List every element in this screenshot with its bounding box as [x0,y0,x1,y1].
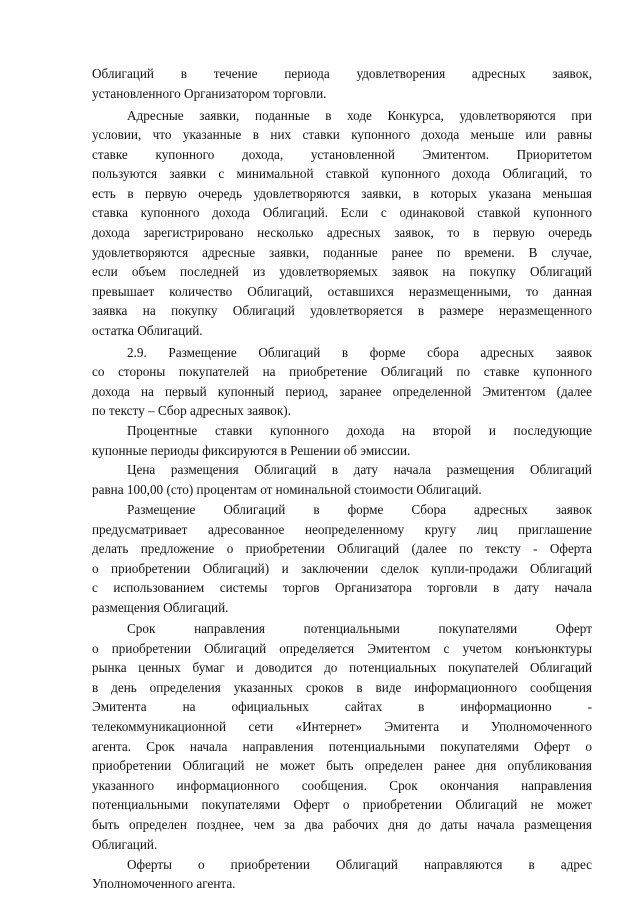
text-line: Облигаций. [92,837,158,852]
text-line: Оферты о приобретении Облигаций направляются в адрес [127,857,592,872]
text-line: агента. Срок начала направления потенциальными покупателями Оферт о [92,739,592,754]
text-line: Уполномоченного агента. [92,876,236,891]
text-line: по тексту – Сбор адресных заявок). [92,403,291,418]
section-heading: 2.9. Размещение Облигаций в форме сбора адресных заявок [127,345,592,360]
text-line: Облигаций в течение периода удовлетворения адресных заявок, [92,66,592,81]
text-line: Цена размещения Облигаций в дату начала размещения Облигаций [127,462,592,477]
text-line: Процентные ставки купонного дохода на второй и последующие [127,423,592,438]
text-line: Срок направления потенциальными покупателями Оферт [127,621,592,636]
text-line: Размещение Облигаций в форме Сбора адресных заявок [127,502,592,517]
text-line: дохода зарегистрировано несколько адресных заявок, то в первую очередь [92,225,592,240]
text-line: купонные периоды фиксируются в Решении об эмиссии. [92,443,411,458]
text-line: делать предложение о приобретении Облигаций (далее по тексту - Оферта [92,541,592,556]
text-line: если объем последней из удовлетворяемых заявок на покупку Облигаций [92,264,592,279]
text-line: в день определения указанных сроков в виде информационного сообщения [92,680,592,695]
text-line: остатка Облигаций. [92,323,203,338]
text-line: приобретении Облигаций не может быть определен ранее дня опубликования [92,758,592,773]
text-line: заявка на покупку Облигаций удовлетворяется в размере неразмещенного [92,303,592,318]
text-line: предусматривает адресованное неопределенному кругу лиц приглашение [92,522,592,537]
text-line: рынка ценных бумаг и доводится до потенциальных покупателей Облигаций [92,660,592,675]
text-line: потенциальными покупателями Оферт о приобретении Облигаций не может [92,797,592,812]
text-line: пользуются заявки с минимальной ставкой купонного дохода Облигаций, то [92,166,592,181]
text-line: со стороны покупателей на приобретение Облигаций по ставке купонного [92,364,592,379]
text-line: размещения Облигаций. [92,600,229,615]
text-line: удовлетворяются адресные заявки, поданные ранее по времени. В случае, [92,245,592,260]
text-line: дохода на первый купонный период, заранее определенной Эмитентом (далее [92,384,592,399]
text-line: быть определен позднее, чем за два рабочих дня до даты начала размещения [92,817,592,832]
text-line: установленного Организатором торговли. [92,86,327,101]
text-line: превышает количество Облигаций, оставшихся неразмещенными, то данная [92,284,592,299]
text-line: ставке купонного дохода, установленной Эмитентом. Приоритетом [92,147,592,162]
text-line: о приобретении Облигаций) и заключении сделок купли-продажи Облигаций [92,561,592,576]
text-line: телекоммуникационной сети «Интернет» Эмитента и Уполномоченного [92,719,592,734]
text-line: условии, что указанные в них ставки купонного дохода меньше или равны [92,127,592,142]
text-line: равна 100,00 (сто) процентам от номинальной стоимости Облигаций. [92,482,482,497]
text-line: с использованием системы торгов Организатора торговли в дату начала [92,580,592,595]
text-line: указанного информационного сообщения. Срок окончания направления [92,778,592,793]
text-line: Эмитента на официальных сайтах в информационно - [92,699,592,714]
text-line: ставка купонного дохода Облигаций. Если с одинаковой ставкой купонного [92,205,592,220]
text-line: есть в первую очередь удовлетворяются заявки, в которых указана меньшая [92,186,592,201]
text-line: о приобретении Облигаций определяется Эмитентом с учетом конъюнктуры [92,641,592,656]
text-line: Адресные заявки, поданные в ходе Конкурса, удовлетворяются при [127,108,592,123]
